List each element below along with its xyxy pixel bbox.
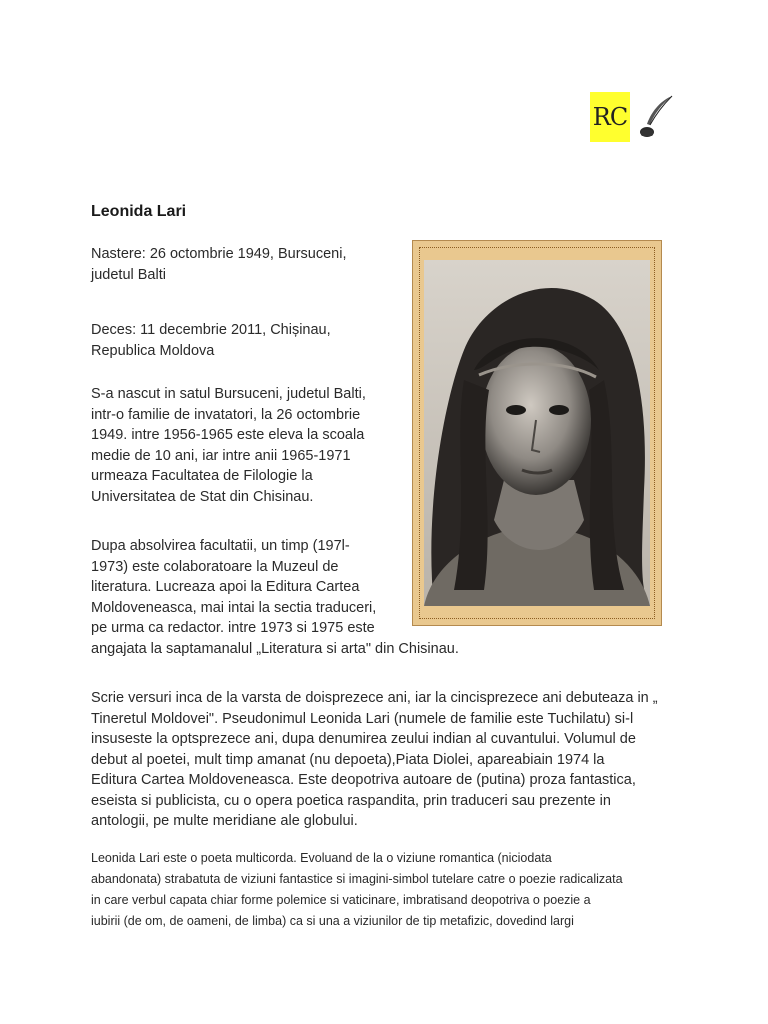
text-line: intr-o familie de invatatori, la 26 octombrie <box>91 406 361 423</box>
text-line: pe urma ca redactor. intre 1973 si 1975 este <box>91 620 375 636</box>
text-line: angajata la saptamanalul „Literatura si arta" din Chisinau. <box>91 640 459 657</box>
text-line: insuseste la optsprezece ani, dupa denumirea zeului indian al cuvantului. Volumul de <box>91 731 636 747</box>
death-paragraph <box>91 320 391 361</box>
rc-logo-box: RC <box>590 92 630 142</box>
text-line: 1949. intre 1956-1965 este eleva la scoala <box>91 427 365 443</box>
text-line: Leonida Lari este o poeta multicorda. Evoluand de la o viziune romantica (niciodata <box>91 851 552 865</box>
text-line: literatura. Lucreaza apoi la Editura Cartea <box>91 579 360 595</box>
bio-paragraph-4 <box>91 848 711 932</box>
text-line: abandonata) strabatuta de viziuni fantastice si imagini-simbol tutelare catre o poezie radicalizata <box>91 872 623 886</box>
rc-logo <box>590 92 674 142</box>
text-line: Dupa absolvirea facultatii, un timp (197l- <box>91 538 350 554</box>
page-title: Leonida Lari <box>91 203 187 220</box>
text-line: Deces: 11 decembrie 2011, Chișinau, <box>91 322 331 338</box>
text-line: urmeaza Facultatea de Filologie la <box>91 468 313 484</box>
text-line: eseista si publicista, cu o opera poetica raspandita, prin traduceri sau prezente in <box>91 792 611 809</box>
bio-paragraph-3 <box>91 688 691 832</box>
text-line: iubirii (de om, de oameni, de limba) ca si una a viziunilor de tip metafizic, dovedind largi <box>91 914 574 928</box>
text-line: Nastere: 26 octombrie 1949, Bursuceni, <box>91 246 347 262</box>
birth-paragraph <box>91 244 391 285</box>
text-line: antologii, pe multe meridiane ale globului. <box>91 813 358 829</box>
text-line: Scrie versuri inca de la varsta de doisprezece ani, iar la cincisprezece ani debuteaza in „ <box>91 690 658 706</box>
text-line: Moldoveneasca, mai intai la sectia traduceri, <box>91 599 377 616</box>
portrait-photo <box>412 240 662 626</box>
text-line: Universitatea de Stat din Chisinau. <box>91 488 314 505</box>
quill-pen-icon <box>638 94 674 140</box>
text-line: Tineretul Moldovei". Pseudonimul Leonida Lari (numele de familie este Tuchilatu) si-l <box>91 710 634 727</box>
text-line: 1973) este colaboratoare la Muzeul de <box>91 558 339 575</box>
text-line: Republica Moldova <box>91 342 215 359</box>
text-line: S-a nascut in satul Bursuceni, judetul Balti, <box>91 386 366 402</box>
portrait-image <box>424 260 650 606</box>
text-line: in care verbul capata chiar forme polemice si vaticinare, imbratisand deopotriva o poezie a <box>91 893 591 907</box>
text-line: medie de 10 ani, iar intre anii 1965-1971 <box>91 447 351 464</box>
portrait-illustration <box>424 260 650 606</box>
text-line: debut al poetei, mult timp amanat (nu depoeta),Piata Diolei, apareabiain 1974 la <box>91 751 605 768</box>
text-line: judetul Balti <box>91 266 166 283</box>
bio-paragraph-1 <box>91 384 401 507</box>
text-line: Editura Cartea Moldoveneasca. Este deopotriva autoare de (putina) proza fantastica, <box>91 772 636 788</box>
